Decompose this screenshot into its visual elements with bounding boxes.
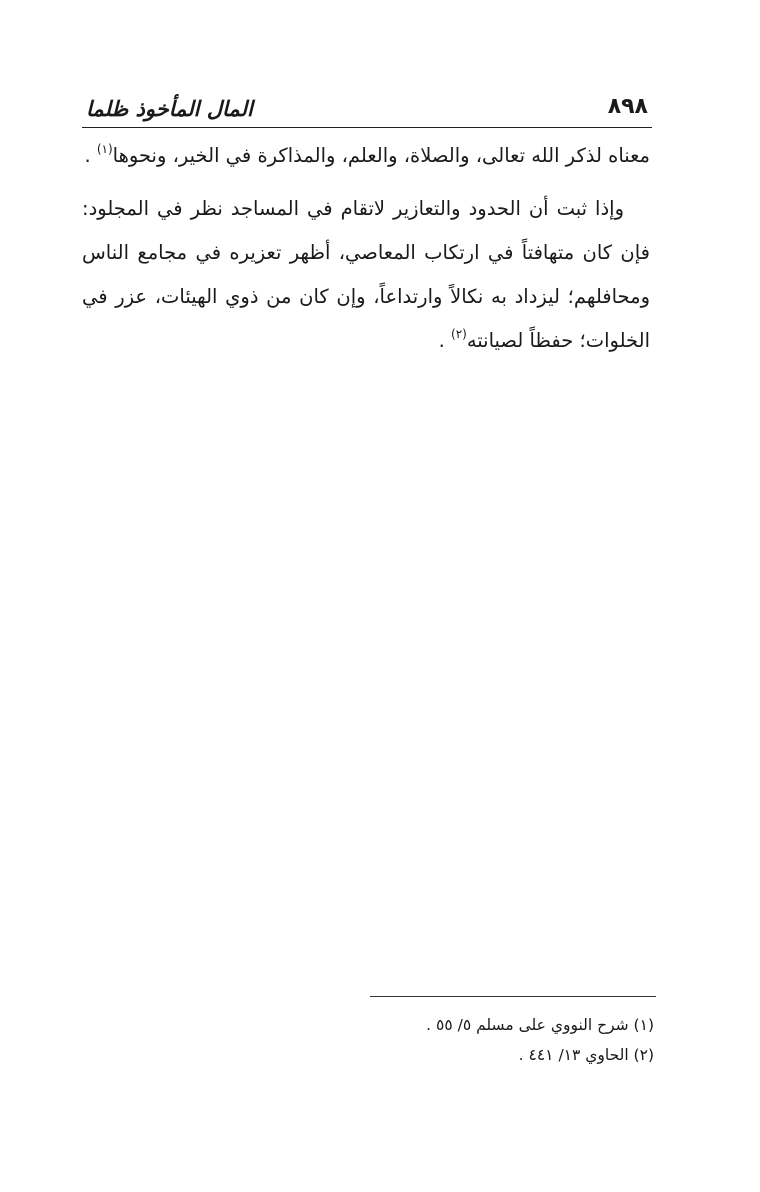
running-head-title: المال المأخوذ ظلما: [86, 96, 253, 121]
paragraph-2-end: .: [438, 329, 452, 352]
footnotes: [360, 1010, 654, 1070]
paragraph-2: [82, 187, 650, 363]
page-number: ٨٩٨: [607, 94, 648, 119]
paragraph-1-end: .: [84, 144, 97, 167]
footnote-marker-2[interactable]: (٢): [451, 327, 467, 341]
footnote-2: (٢) الحاوي ١٣/ ٤٤١ .: [518, 1046, 654, 1064]
paragraph-1: [82, 134, 650, 178]
footnote-1: (١) شرح النووي على مسلم ٥/ ٥٥ .: [426, 1016, 654, 1034]
footnote-marker-1[interactable]: (١): [96, 142, 113, 156]
paragraph-1-text: معناه لذكر الله تعالى، والصلاة، والعلم، والمذاكرة في الخير، ونحوها: [112, 144, 650, 167]
paragraph-2-text: وإذا ثبت أن الحدود والتعازير لاتقام في المساجد نظر في المجلود: فإن كان متهافتاً في ارتكاب المعاصي، أظهر تعزيره في مجامع الناس ومحافلهم؛ ليزداد به نكالاً وارتداعاً، وإن كان من ذوي الهيئات، عزر في الخلوات؛ حفظاً لصيانته: [82, 197, 650, 352]
main-text: [82, 134, 650, 363]
footnote-divider: [370, 996, 656, 997]
header-divider: [82, 127, 652, 128]
running-head: [82, 92, 652, 126]
